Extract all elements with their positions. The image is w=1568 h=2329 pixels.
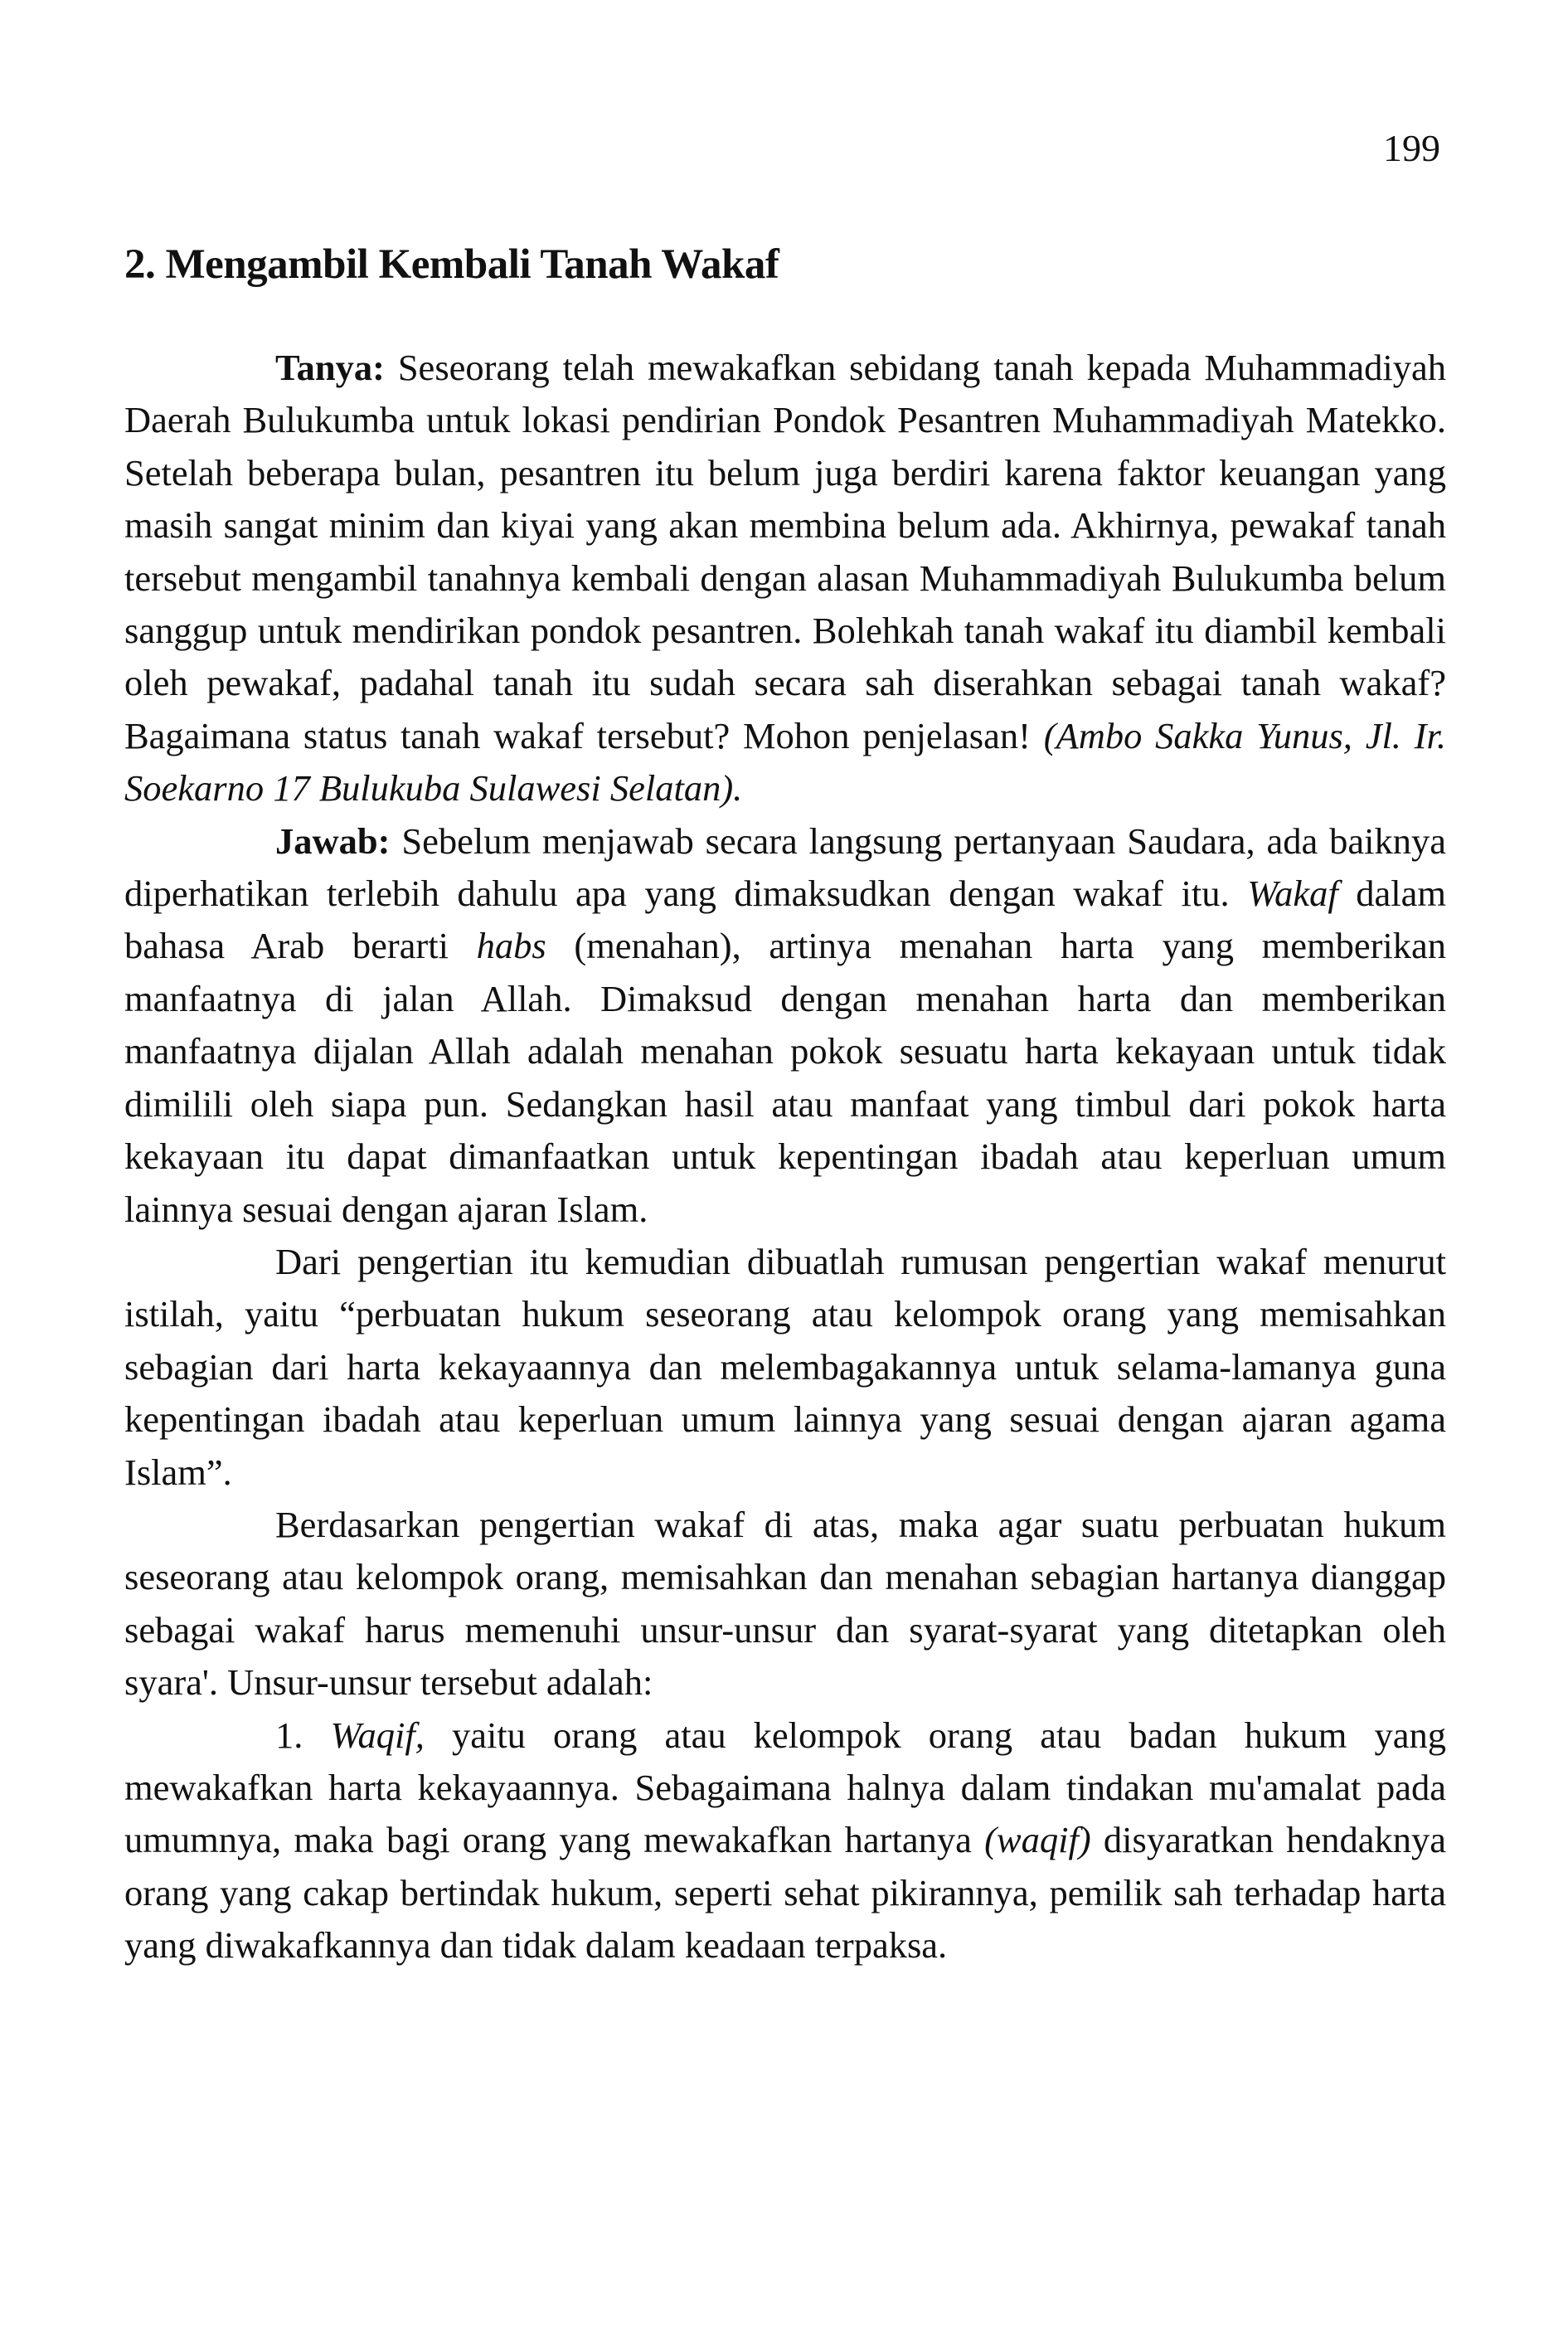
term-waqif: Waqif, — [330, 1714, 425, 1756]
question-paragraph — [124, 342, 1446, 815]
page-number: 199 — [1383, 127, 1440, 169]
page-body — [124, 342, 1446, 1972]
list-item-1 — [124, 1709, 1446, 1972]
list-item-number: 1. — [275, 1714, 303, 1756]
answer-paragraph-1 — [124, 815, 1446, 1236]
question-citation: (Ambo Sakka Yunus, Jl. Ir. Soekarno 17 Bulukuba Sulawesi Selatan). — [124, 714, 1447, 810]
list-item-text-a: yaitu orang atau kelompok orang atau badan hukum yang mewakafkan harta kekayaannya. Sebagaimana halnya dalam tindakan mu'amalat pada umumnya, maka bagi orang yang mewakafkan hartanya — [124, 1714, 1446, 1861]
answer-paragraph-2: Dari pengertian itu kemudian dibuatlah rumusan pengertian wakaf menurut istilah, yaitu “perbuatan hukum seseorang atau kelompok orang yang memisahkan sebagian dari harta kekayaannya dan melembagakannya untuk selama-lamanya guna kepentingan ibadah atau keperluan umum lainnya yang sesuai dengan ajaran agama Islam”. — [124, 1240, 1446, 1493]
answer-text-a: Sebelum menjawab secara langsung pertanyaan Saudara, ada baiknya diperhatikan terlebih dahulu apa yang dimaksudkan dengan wakaf itu. — [124, 819, 1447, 915]
term-wakaf: Wakaf — [1247, 873, 1338, 915]
question-text: Seseorang telah mewakafkan sebidang tanah kepada Muhammadiyah Daerah Bulukumba untuk lokasi pendirian Pondok Pesantren Muhammadiyah Matekko. Setelah beberapa bulan, pesantren itu belum juga berdiri karena faktor keuangan yang masih sangat minim dan kiyai yang akan membina belum ada. Akhirnya, pewakaf tanah tersebut mengambil tanahnya kembali dengan alasan Muhammadiyah Bulukumba belum sanggup untuk mendirikan pondok pesantren. Bolehkah tanah wakaf itu diambil kembali oleh pewakaf, padahal tanah itu sudah secara sah diserahkan sebagai tanah wakaf? Bagaimana status tanah wakaf tersebut? Mohon penjelasan! — [124, 347, 1446, 756]
term-waqif-paren: (waqif) — [984, 1819, 1091, 1861]
answer-paragraph-3: Berdasarkan pengertian wakaf di atas, maka agar suatu perbuatan hukum seseorang atau kelompok orang, memisahkan dan menahan sebagian hartanya dianggap sebagai wakaf harus memenuhi unsur-unsur dan syarat-syarat yang ditetapkan oleh syara'. Unsur-unsur tersebut adalah: — [124, 1503, 1446, 1704]
answer-text-c: (menahan), artinya menahan harta yang memberikan manfaatnya di jalan Allah. Dimaksud dengan menahan harta dan memberikan manfaatnya dijalan Allah adalah menahan pokok sesuatu harta kekayaan untuk tidak dimilili oleh siapa pun. Sedangkan hasil atau manfaat yang timbul dari pokok harta kekayaan itu dapat dimanfaatkan untuk kepentingan ibadah atau keperluan umum lainnya sesuai dengan ajaran Islam. — [124, 925, 1446, 1230]
answer-text-b: dalam bahasa Arab berarti — [124, 873, 1447, 967]
section-title: 2. Mengambil Kembali Tanah Wakaf — [124, 241, 779, 288]
question-label: Tanya: — [275, 347, 385, 388]
term-habs: habs — [476, 925, 546, 967]
list-item-text-b: disyaratkan hendaknya orang yang cakap bertindak hukum, seperti sehat pikirannya, pemilik sah terhadap harta yang diwakafkannya dan tidak dalam keadaan terpaksa. — [124, 1819, 1447, 1967]
answer-label: Jawab: — [275, 819, 391, 862]
